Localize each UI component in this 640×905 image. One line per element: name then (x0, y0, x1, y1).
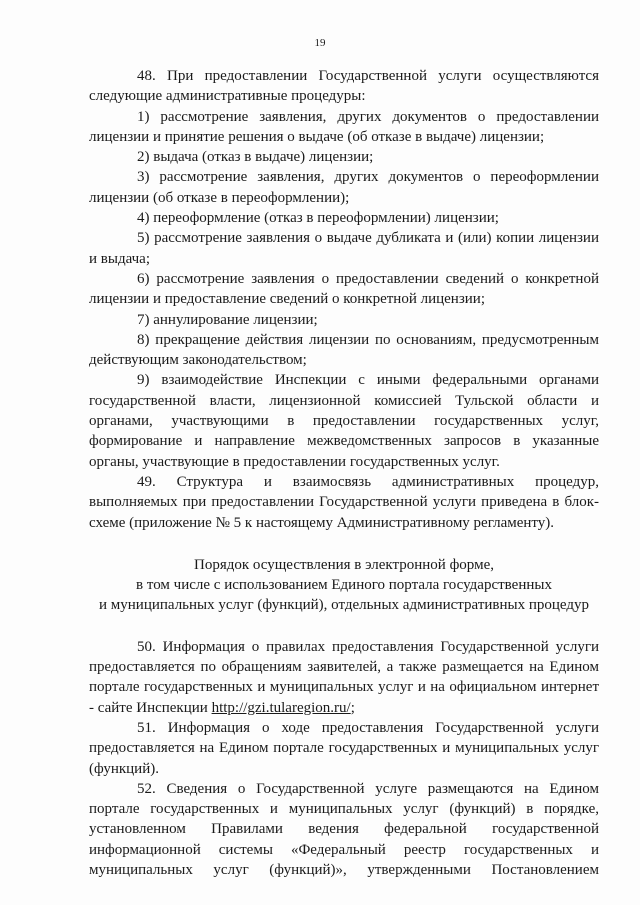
list-item-3: 3) рассмотрение заявления, других документов о переоформлении лицензии (об отказе в переоформлении); (89, 169, 599, 206)
paragraph-50-text: 50. Информация о правилах предоставления Государственной услуги предоставляется по обращениям заявителей, а также размещается на Едином портале государственных и муниципальных услуг и на официальном интернет - сайте Инспекции (89, 638, 599, 716)
paragraph-50 (89, 637, 599, 718)
heading-line-3: и муниципальных услуг (функций), отдельных административных процедур (99, 597, 589, 614)
document-body (89, 66, 599, 880)
list-item-4: 4) переоформление (отказ в переоформлении) лицензии; (137, 210, 499, 227)
heading-line-1: Порядок осуществления в электронной форме, (194, 556, 494, 573)
paragraph-49: 49. Структура и взаимосвязь административных процедур, выполняемых при предоставлении Государственной услуги приведена в блок-схеме (приложение № 5 к настоящему Административному регламенту). (89, 473, 599, 531)
list-item-5: 5) рассмотрение заявления о выдаче дубликата и (или) копии лицензии и выдача; (89, 230, 599, 267)
list-item-7: 7) аннулирование лицензии; (137, 311, 318, 328)
heading-line-2: в том числе с использованием Единого портала государственных (136, 577, 552, 594)
paragraph-48: 48. При предоставлении Государственной услуги осуществляются следующие административные процедуры: (89, 68, 599, 105)
list-item-1: 1) рассмотрение заявления, других документов о предоставлении лицензии и принятие решения о выдаче (об отказе в выдаче) лицензии; (89, 108, 599, 145)
page-number: 19 (314, 37, 326, 49)
paragraph-50-tail: ; (350, 699, 355, 716)
paragraph-51: 51. Информация о ходе предоставления Государственной услуги предоставляется на Едином портале государственных и муниципальных услуг (функций). (89, 719, 599, 777)
list-item-2: 2) выдача (отказ в выдаче) лицензии; (137, 149, 374, 166)
paragraph-52: 52. Сведения о Государственной услуге размещаются на Едином портале государственных и муниципальных услуг (функций) в порядке, установленном Правилами ведения федеральной государственной информационной системы «Федеральный реестр государственных и муниципальных услуг (функций)», утвержденными Постановлением (89, 780, 599, 878)
list-item-6: 6) рассмотрение заявления о предоставлении сведений о конкретной лицензии и предоставление сведений о конкретной лицензии; (89, 270, 599, 308)
list-item-9: 9) взаимодействие Инспекции с иными федеральными органами государственной власти, лицензионной комиссией Тульской области и органами, участвующими в предоставлении государственных услуг, формирование и направление межведомственных запросов в указанные органы, участвующие в предоставлении государственных услуг. (89, 372, 599, 470)
list-item-8: 8) прекращение действия лицензии по основаниям, предусмотренным действующим законодательством; (89, 331, 599, 369)
inspection-website-link[interactable]: http://gzi.tularegion.ru/ (211, 699, 351, 716)
section-heading (89, 555, 599, 616)
